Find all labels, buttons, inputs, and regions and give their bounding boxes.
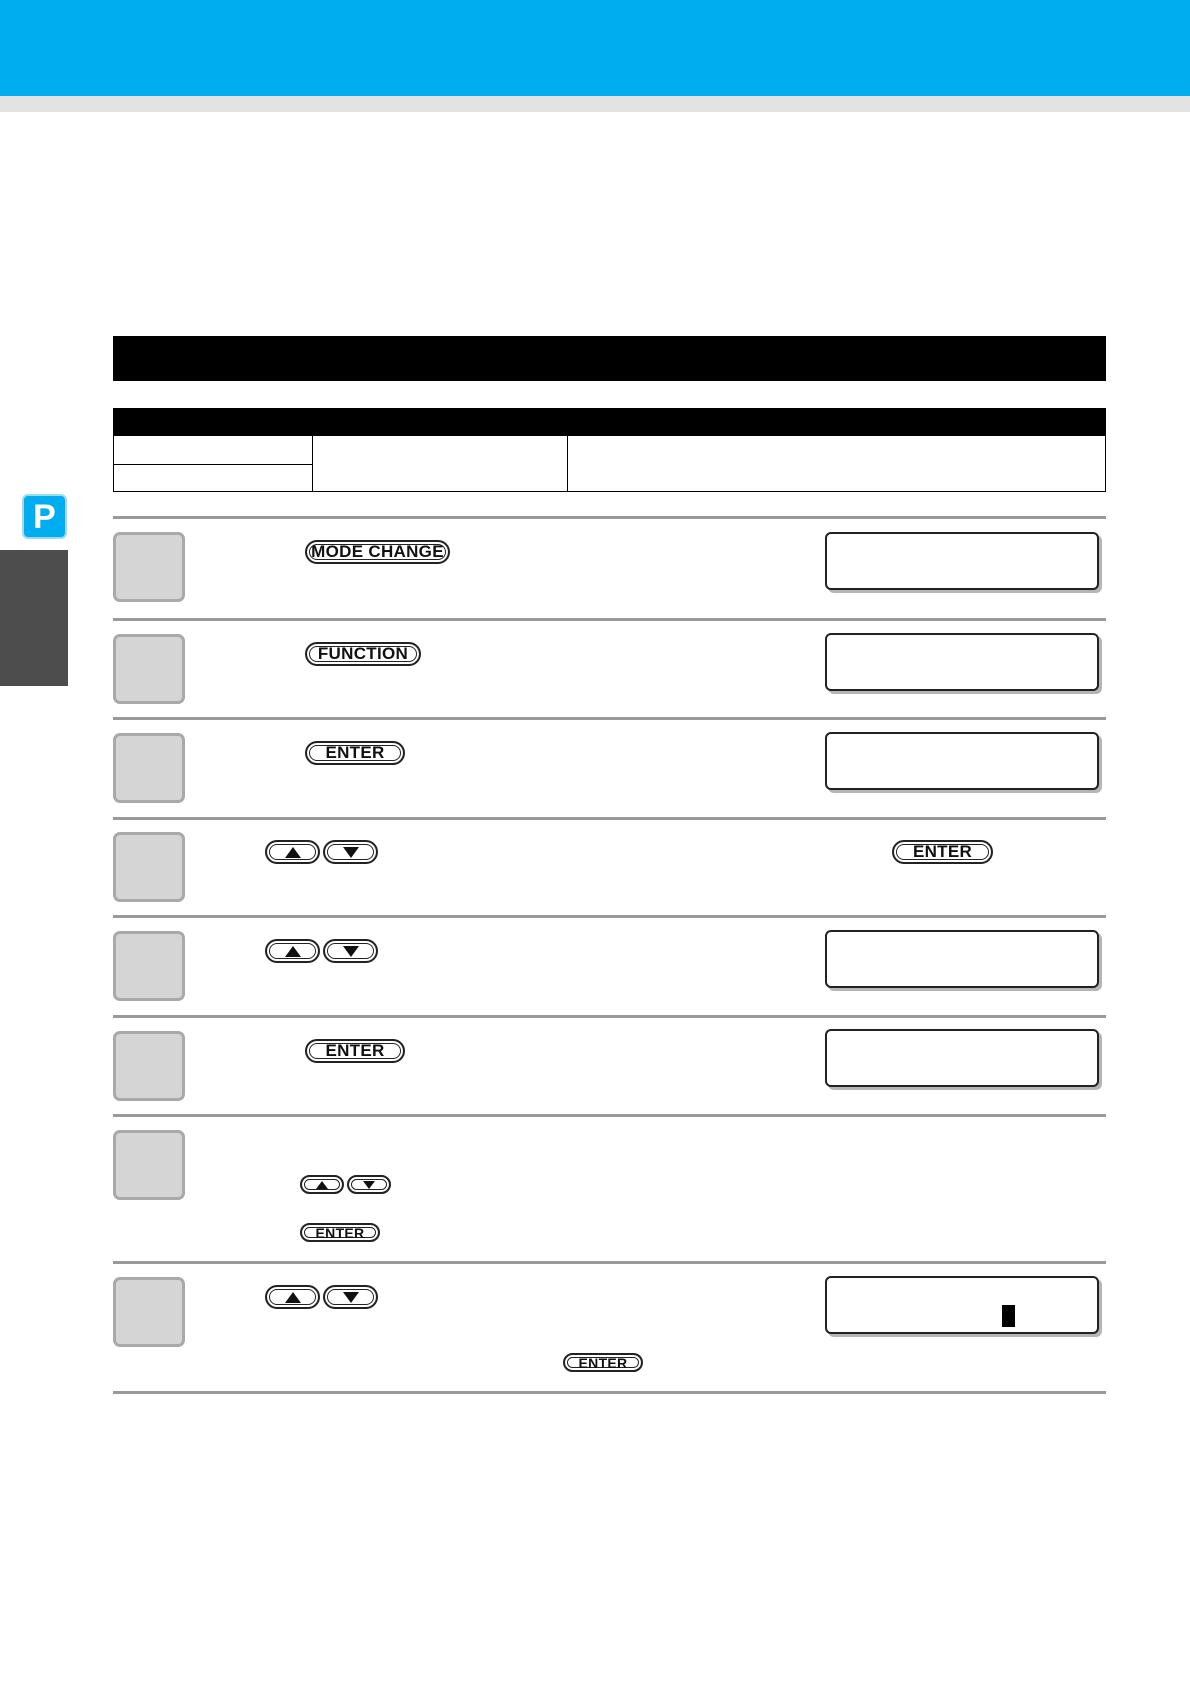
step-divider — [113, 717, 1106, 720]
step-number-box — [113, 931, 185, 1001]
up-key[interactable] — [265, 1285, 320, 1309]
down-arrow-icon — [343, 946, 359, 957]
table-column-divider — [567, 409, 568, 491]
up-key[interactable] — [300, 1175, 344, 1194]
step-number-box — [113, 1130, 185, 1200]
step-divider — [113, 1391, 1106, 1394]
header-band — [0, 0, 1190, 96]
step-divider — [113, 1114, 1106, 1117]
step-divider — [113, 817, 1106, 820]
chapter-side-tab — [0, 550, 68, 686]
up-arrow-icon — [285, 847, 301, 858]
down-arrow-icon — [343, 1292, 359, 1303]
up-arrow-icon — [285, 1292, 301, 1303]
step-divider — [113, 1261, 1106, 1264]
up-arrow-icon — [316, 1181, 328, 1189]
down-key[interactable] — [323, 939, 378, 963]
lcd-cursor — [1002, 1305, 1015, 1327]
step-number-box — [113, 733, 185, 803]
down-arrow-icon — [343, 847, 359, 858]
lcd-display — [825, 1029, 1099, 1087]
lcd-display — [825, 1276, 1099, 1334]
up-key[interactable] — [265, 939, 320, 963]
lcd-display — [825, 732, 1099, 790]
section-title-bar — [113, 336, 1106, 381]
enter-key[interactable]: ENTER — [563, 1353, 643, 1372]
step-divider — [113, 1015, 1106, 1018]
enter-key[interactable]: ENTER — [305, 1039, 405, 1063]
step-number-box — [113, 1031, 185, 1101]
lcd-display — [825, 633, 1099, 691]
table-row-divider — [114, 464, 313, 465]
up-arrow-icon — [285, 946, 301, 957]
enter-key[interactable]: ENTER — [892, 840, 993, 864]
step-divider — [113, 516, 1106, 519]
lcd-display — [825, 930, 1099, 988]
section-p-icon — [22, 494, 67, 539]
section-p-letter: P — [33, 497, 56, 536]
step-divider — [113, 915, 1106, 918]
lcd-display — [825, 532, 1099, 590]
header-stripe — [0, 96, 1190, 112]
step-number-box — [113, 832, 185, 902]
function-key[interactable]: FUNCTION — [305, 642, 421, 666]
step-number-box — [113, 1277, 185, 1347]
step-divider — [113, 618, 1106, 621]
settings-table — [113, 408, 1106, 492]
settings-table-header — [114, 409, 1105, 436]
down-key[interactable] — [323, 840, 378, 864]
mode-change-key[interactable]: MODE CHANGE — [305, 540, 450, 564]
step-number-box — [113, 634, 185, 704]
down-arrow-icon — [363, 1181, 375, 1189]
up-key[interactable] — [265, 840, 320, 864]
table-column-divider — [312, 409, 313, 491]
step-number-box — [113, 532, 185, 602]
enter-key[interactable]: ENTER — [300, 1223, 380, 1242]
down-key[interactable] — [323, 1285, 378, 1309]
enter-key[interactable]: ENTER — [305, 741, 405, 765]
down-key[interactable] — [347, 1175, 391, 1194]
